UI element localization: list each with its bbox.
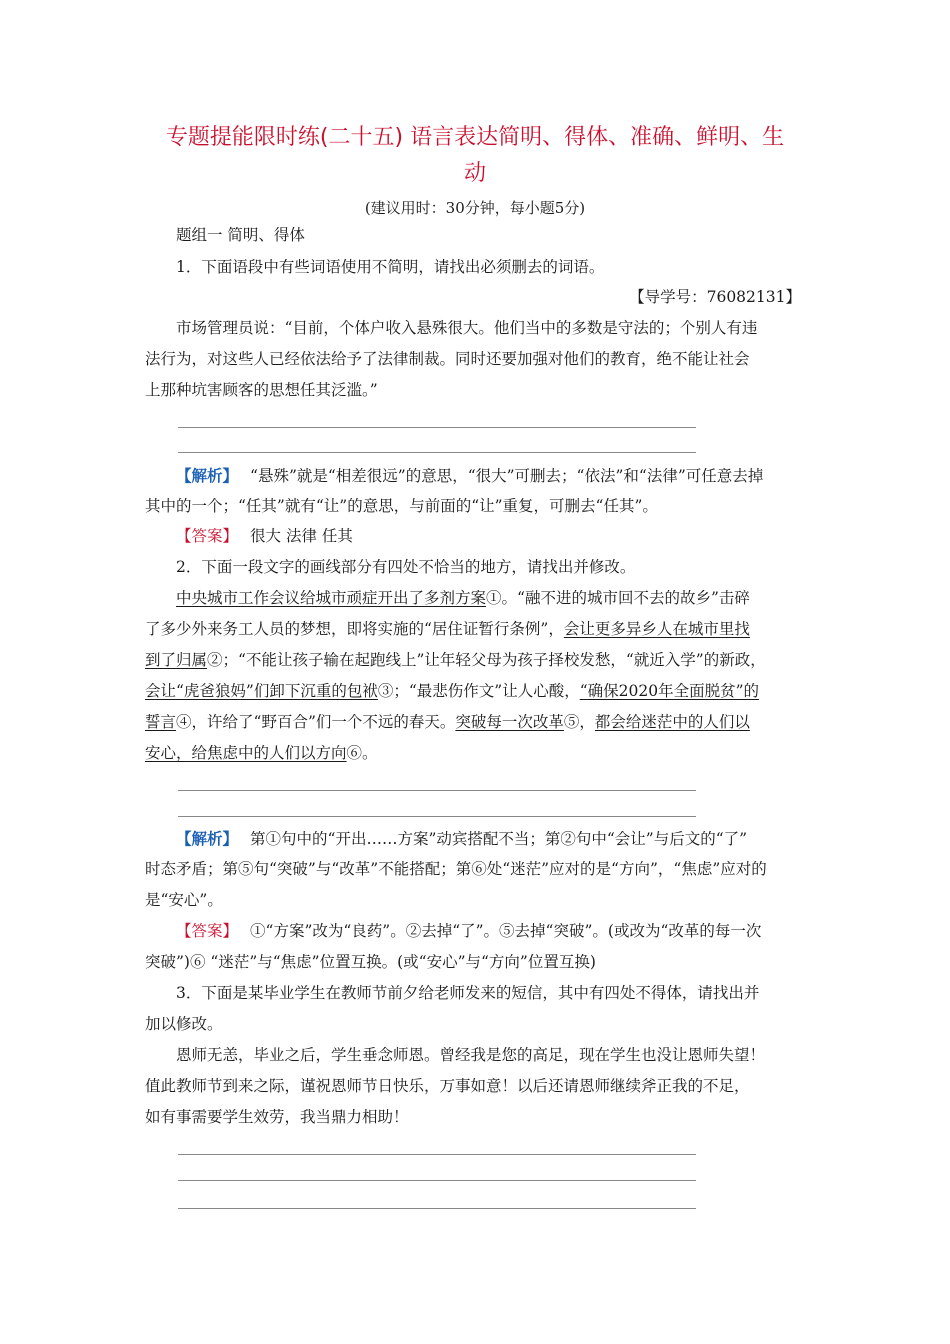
q1-answer-text: 很大 法律 任其: [250, 527, 353, 545]
q3-passage-line: 如有事需要学生效劳，我当鼎力相助！: [145, 1108, 409, 1126]
q2-passage-line: [145, 645, 815, 676]
underlined-phrase: 安心，给焦虑中的人们以方向: [145, 744, 347, 762]
q3-passage-line: 值此教师节到来之际，谨祝恩师节日快乐，万事如意！以后还请恩师继续斧正我的不足，: [145, 1077, 750, 1095]
underlined-phrase: 都会给迷茫中的人们以: [594, 713, 750, 731]
q2-passage-line: [176, 583, 816, 614]
q3-stem-line: 加以修改。: [145, 1015, 223, 1033]
passage-text: ①。“融不进的城市回不去的故乡”击碎: [486, 589, 750, 607]
answer-blank-line: [178, 816, 696, 817]
q1-analysis-line: 其中的一个；“任其”就有“让”的意思，与前面的“让”重复，可删去“任其”。: [145, 497, 658, 515]
q1-answer: [176, 521, 816, 552]
underlined-phrase: 中央城市工作会议给城市顽症开出了多剂方案: [176, 589, 487, 607]
q2-passage-line: [145, 614, 815, 645]
answer-blank-line: [178, 790, 696, 791]
q2-analysis-line: 是“安心”。: [145, 891, 223, 909]
q3-passage-line: 恩师无恙，毕业之后，学生垂念师恩。曾经我是您的高足，现在学生也没让恩师失望！: [176, 1046, 766, 1064]
title-line-1: 专题提能限时练(二十五) 语言表达简明、得体、准确、鲜明、生: [165, 125, 785, 150]
answer-blank-line: [178, 427, 696, 428]
passage-text: ⑥。: [346, 744, 378, 762]
q1-analysis-text: “悬殊”就是“相差很远”的意思，“很大”可删去；“依法”和“法律”可任意去掉: [250, 467, 764, 485]
analysis-tag: 【解析】: [176, 466, 239, 485]
q2-passage-line: [145, 676, 815, 707]
q2-passage-line: [145, 707, 815, 738]
group-heading: 题组一 简明、得体: [176, 226, 305, 244]
answer-blank-line: [178, 1208, 696, 1209]
q2-stem: 2．下面一段文字的画线部分有四处不恰当的地方，请找出并修改。: [176, 558, 636, 576]
passage-text: ⑤，: [563, 713, 595, 731]
q1-passage-line: 上那种坑害顾客的思想任其泛滥。”: [145, 381, 378, 399]
underlined-phrase: 会让“虎爸狼妈”们卸下沉重的包袱: [145, 682, 378, 700]
answer-blank-line: [178, 452, 696, 453]
passage-text: ③；“最悲伤作文”让人心酸，: [377, 682, 580, 700]
q2-answer: [176, 916, 816, 947]
answer-blank-line: [178, 1180, 696, 1181]
underlined-phrase: 突破每一次改革: [455, 713, 564, 731]
q2-answer-line: 突破”)⑥ “迷茫”与“焦虑”位置互换。(或“安心”与“方向”位置互换): [145, 953, 596, 971]
title-line-2: 动: [463, 161, 486, 186]
q2-passage-line: [145, 738, 815, 769]
q2-analysis-line: 时态矛盾；第⑤句“突破”与“改革”不能搭配；第⑥处“迷茫”应对的是“方向”，“焦虑”应对的: [145, 860, 767, 878]
underlined-phrase: 到了归属: [145, 651, 208, 669]
q1-stem: 1．下面语段中有些词语使用不简明，请找出必须删去的词语。: [176, 258, 605, 276]
passage-text: ②；“不能让孩子输在起跑线上”让年轻父母为孩子择校发愁，“就近入学”的新政，: [207, 651, 766, 669]
time-hint: (建议用时：30分钟，每小题5分): [364, 199, 586, 217]
q1-analysis: [176, 460, 816, 492]
answer-tag: 【答案】: [176, 922, 239, 940]
q1-passage-line: 法行为，对这些人已经依法给予了法律制裁。同时还要加强对他们的教育，绝不能让社会: [145, 350, 750, 368]
underlined-phrase: 誓言: [145, 713, 177, 731]
underlined-phrase: “确保2020年全面脱贫”的: [579, 682, 760, 700]
passage-text: 了多少外来务工人员的梦想，即将实施的“居住证暂行条例”，: [145, 620, 564, 638]
answer-blank-line: [178, 1154, 696, 1155]
q2-analysis-text: 第①句中的“开出……方案”动宾搭配不当；第②句中“会让”与后文的“了”: [250, 830, 748, 848]
page-title: [120, 120, 830, 192]
q1-guide-number: 【导学号：76082131】: [629, 288, 801, 306]
answer-tag: 【答案】: [176, 527, 239, 545]
q2-analysis: [176, 823, 816, 855]
passage-text: ④，许给了“野百合”们一个不远的春天。: [176, 713, 456, 731]
q2-answer-text: ①“方案”改为“良药”。②去掉“了”。⑤去掉“突破”。(或改为“改革的每一次: [250, 922, 762, 940]
underlined-phrase: 会让更多异乡人在城市里找: [563, 620, 750, 638]
q3-stem: 3．下面是某毕业学生在教师节前夕给老师发来的短信，其中有四处不得体，请找出并: [176, 984, 760, 1002]
q1-passage-line: 市场管理员说：“目前，个体户收入悬殊很大。他们当中的多数是守法的；个别人有违: [176, 319, 758, 337]
analysis-tag: 【解析】: [176, 829, 239, 848]
